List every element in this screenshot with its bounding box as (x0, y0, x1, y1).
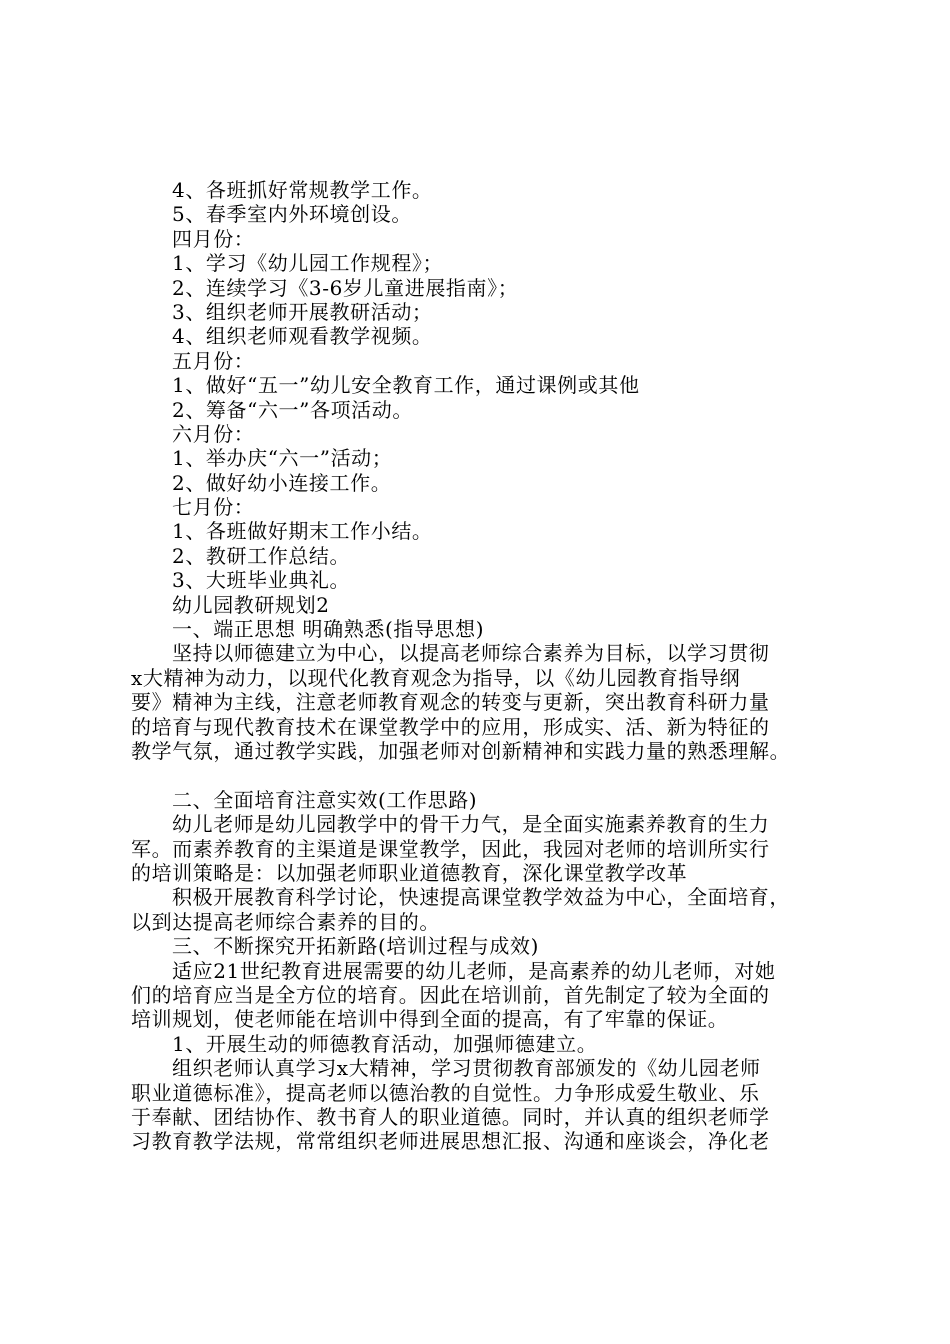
paragraph-line: 职业道德标准》，提高老师以德治教的自觉性。力争形成爱生敬业、乐 (131, 1080, 760, 1105)
paragraph-line: 的培育与现代教育技术在课堂教学中的应用，形成实、活、新为特征的 (131, 714, 770, 739)
document-body (131, 178, 841, 1154)
paragraph-line: 的培训策略是：以加强老师职业道德教育，深化课堂教学改革 (131, 861, 688, 886)
month-heading-june: 六月份： (172, 421, 255, 446)
subsection-heading-1: 1、开展生动的师德教育活动，加强师德建立。 (172, 1031, 598, 1056)
paragraph-training (131, 959, 841, 1032)
list-item: 5、春季室内外环境创设。 (172, 202, 412, 227)
paragraph-guiding-thought (131, 641, 841, 763)
list-item: 2、做好幼小连接工作。 (172, 470, 392, 495)
list-item: 4、组织老师观看教学视频。 (172, 324, 433, 349)
list-item: 3、组织老师开展教研活动； (172, 299, 433, 324)
month-heading-may: 五月份： (172, 348, 255, 373)
paragraph-line: 习教育教学法规，常常组织老师进展思想汇报、沟通和座谈会，净化老 (131, 1129, 770, 1154)
paragraph-ethics (131, 1056, 841, 1154)
section-title: 幼儿园教研规划2 (172, 592, 330, 617)
list-item: 2、教研工作总结。 (172, 543, 351, 568)
paragraph-line: 积极开展教育科学讨论，快速提高课堂教学效益为中心，全面培育， (172, 885, 790, 910)
section-heading-2: 二、全面培育注意实效(工作思路) (172, 787, 478, 812)
month-heading-july: 七月份： (172, 495, 255, 520)
paragraph-line: 适应21世纪教育进展需要的幼儿老师，是高素养的幼儿老师，对她 (172, 958, 776, 983)
blank-line (131, 763, 841, 787)
section-heading-1: 一、端正思想 明确熟悉(指导思想) (172, 617, 485, 642)
paragraph-line: 组织老师认真学习x大精神，学习贯彻教育部颁发的《幼儿园老师 (172, 1056, 761, 1081)
paragraph-line: 以到达提高老师综合素养的目的。 (131, 909, 440, 934)
paragraph-line: 坚持以师德建立为中心，以提高老师综合素养为目标，以学习贯彻 (172, 641, 770, 666)
paragraph-line: 培训规划，使老师能在培训中得到全面的提高，有了牢靠的保证。 (131, 1007, 729, 1032)
paragraph-line: 于奉献、团结协作、教书育人的职业道德。同时，并认真的组织老师学 (131, 1105, 770, 1130)
paragraph-research (131, 885, 841, 934)
paragraph-line: 教学气氛，通过教学实践，加强老师对创新精神和实践力量的熟悉理解。 (131, 739, 791, 764)
section-heading-3: 三、不断探究开拓新路(培训过程与成效) (172, 934, 540, 959)
list-item: 1、举办庆“六一”活动； (172, 446, 393, 471)
paragraph-line: 幼儿老师是幼儿园教学中的骨干力气，是全面实施素养教育的生力 (172, 812, 770, 837)
list-item: 3、大班毕业典礼。 (172, 568, 351, 593)
month-heading-april: 四月份： (172, 226, 255, 251)
list-item: 4、各班抓好常规教学工作。 (172, 178, 433, 202)
list-item: 1、各班做好期末工作小结。 (172, 519, 433, 544)
list-item: 2、筹备“六一”各项活动。 (172, 397, 413, 422)
list-item: 1、学习《幼儿园工作规程》； (172, 251, 444, 276)
list-item: 1、做好“五一”幼儿安全教育工作，通过课例或其他 (172, 373, 640, 398)
paragraph-line: 们的培育应当是全方位的培育。因此在培训前，首先制定了较为全面的 (131, 983, 770, 1008)
paragraph-line: 军。而素养教育的主渠道是课堂教学，因此，我园对老师的培训所实行 (131, 836, 770, 861)
list-item: 2、连续学习《3-6岁儿童进展指南》； (172, 275, 519, 300)
paragraph-line: x大精神为动力，以现代化教育观念为指导，以《幼儿园教育指导纲 (131, 665, 741, 690)
paragraph-line: 要》精神为主线，注意老师教育观念的转变与更新，突出教育科研力量 (131, 690, 770, 715)
paragraph-work-approach (131, 812, 841, 885)
